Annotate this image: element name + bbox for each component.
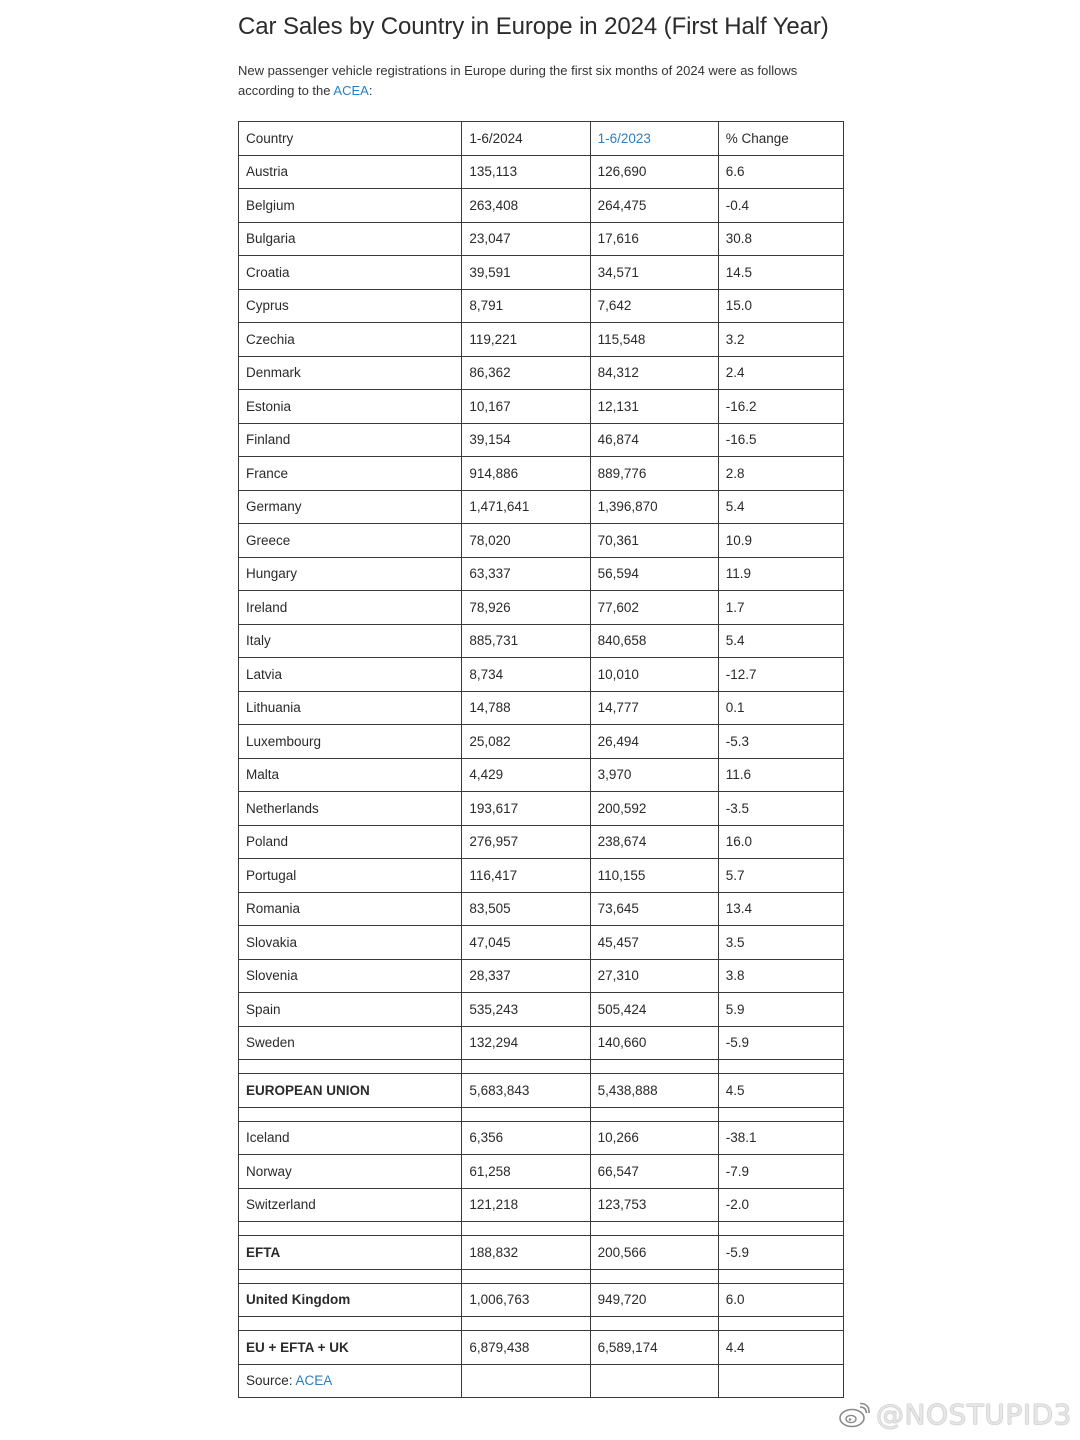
country-cell: Denmark xyxy=(239,356,462,390)
spacer-cell xyxy=(239,1060,462,1074)
country-cell: Ireland xyxy=(239,591,462,625)
value-2024-cell: 10,167 xyxy=(462,390,590,424)
spacer-row xyxy=(239,1317,844,1331)
change-cell: 11.9 xyxy=(718,557,843,591)
table-row xyxy=(239,1026,844,1060)
value-2023-cell: 840,658 xyxy=(590,624,718,658)
table-row xyxy=(239,624,844,658)
value-2024-cell: 1,006,763 xyxy=(462,1283,590,1317)
country-cell: Hungary xyxy=(239,557,462,591)
country-cell: Spain xyxy=(239,993,462,1027)
value-2023-cell: 5,438,888 xyxy=(590,1074,718,1108)
value-2023-cell: 6,589,174 xyxy=(590,1331,718,1365)
spacer-row xyxy=(239,1060,844,1074)
value-2024-cell: 14,788 xyxy=(462,691,590,725)
change-cell: 5.4 xyxy=(718,490,843,524)
value-2023-cell: 115,548 xyxy=(590,323,718,357)
table-row xyxy=(239,155,844,189)
change-cell: 3.2 xyxy=(718,323,843,357)
intro-paragraph xyxy=(238,61,844,101)
spacer-cell xyxy=(239,1222,462,1236)
change-cell: 3.8 xyxy=(718,959,843,993)
table-row xyxy=(239,859,844,893)
country-cell: EFTA xyxy=(239,1236,462,1270)
spacer-cell xyxy=(718,1222,843,1236)
change-cell: 14.5 xyxy=(718,256,843,290)
table-row xyxy=(239,423,844,457)
table-row xyxy=(239,1121,844,1155)
value-2023-cell: 27,310 xyxy=(590,959,718,993)
country-cell: Belgium xyxy=(239,189,462,223)
value-2023-cell: 1,396,870 xyxy=(590,490,718,524)
country-cell: Bulgaria xyxy=(239,222,462,256)
change-cell: 16.0 xyxy=(718,825,843,859)
spacer-cell xyxy=(239,1317,462,1331)
change-cell: -16.2 xyxy=(718,390,843,424)
value-2024-cell: 6,356 xyxy=(462,1121,590,1155)
value-2023-cell: 238,674 xyxy=(590,825,718,859)
value-2023-cell: 73,645 xyxy=(590,892,718,926)
value-2024-cell: 119,221 xyxy=(462,323,590,357)
value-2024-cell: 8,734 xyxy=(462,658,590,692)
change-cell: -3.5 xyxy=(718,792,843,826)
value-2024-cell: 6,879,438 xyxy=(462,1331,590,1365)
change-cell: -5.9 xyxy=(718,1026,843,1060)
value-2024-cell: 47,045 xyxy=(462,926,590,960)
country-cell: Slovakia xyxy=(239,926,462,960)
value-2024-cell: 39,154 xyxy=(462,423,590,457)
spacer-cell xyxy=(718,1317,843,1331)
spacer-cell xyxy=(462,1269,590,1283)
country-cell: Portugal xyxy=(239,859,462,893)
total-row xyxy=(239,1283,844,1317)
total-row xyxy=(239,1074,844,1108)
country-cell: Netherlands xyxy=(239,792,462,826)
country-cell: Estonia xyxy=(239,390,462,424)
table-row xyxy=(239,691,844,725)
value-2024-cell: 61,258 xyxy=(462,1155,590,1189)
change-cell: -5.3 xyxy=(718,725,843,759)
value-2023-cell: 7,642 xyxy=(590,289,718,323)
change-cell: -16.5 xyxy=(718,423,843,457)
value-2023-cell: 200,592 xyxy=(590,792,718,826)
change-cell: 5.7 xyxy=(718,859,843,893)
value-2023-cell: 26,494 xyxy=(590,725,718,759)
value-2023-cell: 505,424 xyxy=(590,993,718,1027)
country-cell: Croatia xyxy=(239,256,462,290)
country-cell: Romania xyxy=(239,892,462,926)
value-2024-cell: 121,218 xyxy=(462,1188,590,1222)
table-row xyxy=(239,289,844,323)
country-cell: France xyxy=(239,457,462,491)
spacer-cell xyxy=(462,1060,590,1074)
country-cell: Luxembourg xyxy=(239,725,462,759)
watermark-text: @NOSTUPID3 xyxy=(876,1398,1072,1431)
sales-table xyxy=(238,121,844,1398)
table-row xyxy=(239,490,844,524)
change-cell: 5.9 xyxy=(718,993,843,1027)
value-2024-cell: 39,591 xyxy=(462,256,590,290)
country-cell: Finland xyxy=(239,423,462,457)
page-title: Car Sales by Country in Europe in 2024 (First Half Year) xyxy=(238,13,829,40)
value-2023-cell: 14,777 xyxy=(590,691,718,725)
table-row xyxy=(239,725,844,759)
country-cell: Malta xyxy=(239,758,462,792)
change-cell: 6.6 xyxy=(718,155,843,189)
change-cell: 0.1 xyxy=(718,691,843,725)
spacer-row xyxy=(239,1107,844,1121)
value-2023-cell: 200,566 xyxy=(590,1236,718,1270)
value-2024-cell: 188,832 xyxy=(462,1236,590,1270)
spacer-cell xyxy=(590,1060,718,1074)
value-2023-cell: 123,753 xyxy=(590,1188,718,1222)
change-cell: 4.4 xyxy=(718,1331,843,1365)
spacer-cell xyxy=(718,1269,843,1283)
change-cell: -38.1 xyxy=(718,1121,843,1155)
value-2024-cell: 1,471,641 xyxy=(462,490,590,524)
change-cell: 4.5 xyxy=(718,1074,843,1108)
table-row xyxy=(239,825,844,859)
value-2023-cell: 10,010 xyxy=(590,658,718,692)
value-2023-cell: 46,874 xyxy=(590,423,718,457)
value-2024-cell: 193,617 xyxy=(462,792,590,826)
intro-text: New passenger vehicle registrations in Europe during the first six months of 2024 were as follows according to the xyxy=(238,63,798,98)
watermark xyxy=(838,1398,1072,1431)
country-cell: Czechia xyxy=(239,323,462,357)
article xyxy=(238,0,844,1398)
value-2024-cell: 116,417 xyxy=(462,859,590,893)
country-cell: Italy xyxy=(239,624,462,658)
value-2023-cell: 84,312 xyxy=(590,356,718,390)
change-cell: 5.4 xyxy=(718,624,843,658)
country-cell: Iceland xyxy=(239,1121,462,1155)
change-cell: -2.0 xyxy=(718,1188,843,1222)
total-row xyxy=(239,1331,844,1365)
table-row xyxy=(239,1155,844,1189)
spacer-cell xyxy=(590,1317,718,1331)
source-empty-cell xyxy=(462,1364,590,1398)
table-row xyxy=(239,524,844,558)
country-cell: Germany xyxy=(239,490,462,524)
change-cell: 11.6 xyxy=(718,758,843,792)
acea-link[interactable]: ACEA xyxy=(333,83,369,98)
source-empty-cell xyxy=(718,1364,843,1398)
country-cell: Sweden xyxy=(239,1026,462,1060)
total-row xyxy=(239,1236,844,1270)
weibo-logo-icon xyxy=(838,1402,870,1428)
value-2024-cell: 132,294 xyxy=(462,1026,590,1060)
table-row xyxy=(239,959,844,993)
table-row xyxy=(239,591,844,625)
spacer-cell xyxy=(590,1107,718,1121)
header-change: % Change xyxy=(718,122,843,156)
value-2024-cell: 535,243 xyxy=(462,993,590,1027)
country-cell: United Kingdom xyxy=(239,1283,462,1317)
spacer-cell xyxy=(462,1317,590,1331)
source-label: Source: xyxy=(246,1373,296,1389)
value-2023-cell: 12,131 xyxy=(590,390,718,424)
value-2023-cell: 56,594 xyxy=(590,557,718,591)
country-cell: Lithuania xyxy=(239,691,462,725)
value-2023-cell: 3,970 xyxy=(590,758,718,792)
value-2024-cell: 5,683,843 xyxy=(462,1074,590,1108)
country-cell: Slovenia xyxy=(239,959,462,993)
value-2023-cell: 140,660 xyxy=(590,1026,718,1060)
value-2024-cell: 63,337 xyxy=(462,557,590,591)
header-2023-link[interactable]: 1-6/2023 xyxy=(590,122,718,156)
value-2023-cell: 949,720 xyxy=(590,1283,718,1317)
value-2024-cell: 86,362 xyxy=(462,356,590,390)
value-2023-cell: 34,571 xyxy=(590,256,718,290)
value-2023-cell: 264,475 xyxy=(590,189,718,223)
table-row xyxy=(239,658,844,692)
spacer-cell xyxy=(462,1107,590,1121)
change-cell: 13.4 xyxy=(718,892,843,926)
country-cell: EU + EFTA + UK xyxy=(239,1331,462,1365)
value-2023-cell: 70,361 xyxy=(590,524,718,558)
table-row xyxy=(239,189,844,223)
value-2023-cell: 126,690 xyxy=(590,155,718,189)
country-cell: Latvia xyxy=(239,658,462,692)
country-cell: Austria xyxy=(239,155,462,189)
country-cell: Greece xyxy=(239,524,462,558)
header-2024: 1-6/2024 xyxy=(462,122,590,156)
value-2024-cell: 28,337 xyxy=(462,959,590,993)
source-acea-link[interactable]: ACEA xyxy=(295,1373,333,1389)
value-2024-cell: 78,926 xyxy=(462,591,590,625)
country-cell: Poland xyxy=(239,825,462,859)
table-row xyxy=(239,356,844,390)
value-2024-cell: 25,082 xyxy=(462,725,590,759)
header-country: Country xyxy=(239,122,462,156)
table-body xyxy=(239,155,844,1364)
value-2024-cell: 914,886 xyxy=(462,457,590,491)
value-2024-cell: 78,020 xyxy=(462,524,590,558)
table-row xyxy=(239,892,844,926)
change-cell: 6.0 xyxy=(718,1283,843,1317)
value-2023-cell: 10,266 xyxy=(590,1121,718,1155)
spacer-cell xyxy=(718,1060,843,1074)
change-cell: 3.5 xyxy=(718,926,843,960)
change-cell: -0.4 xyxy=(718,189,843,223)
spacer-cell xyxy=(462,1222,590,1236)
value-2024-cell: 23,047 xyxy=(462,222,590,256)
spacer-cell xyxy=(590,1222,718,1236)
value-2023-cell: 110,155 xyxy=(590,859,718,893)
value-2023-cell: 77,602 xyxy=(590,591,718,625)
country-cell: Norway xyxy=(239,1155,462,1189)
country-cell: Switzerland xyxy=(239,1188,462,1222)
change-cell: 10.9 xyxy=(718,524,843,558)
change-cell: -12.7 xyxy=(718,658,843,692)
table-row xyxy=(239,993,844,1027)
country-cell: EUROPEAN UNION xyxy=(239,1074,462,1108)
table-row xyxy=(239,390,844,424)
change-cell: 30.8 xyxy=(718,222,843,256)
table-row xyxy=(239,926,844,960)
table-row xyxy=(239,792,844,826)
spacer-cell xyxy=(239,1269,462,1283)
table-header-row xyxy=(239,122,844,156)
spacer-row xyxy=(239,1222,844,1236)
spacer-cell xyxy=(239,1107,462,1121)
value-2024-cell: 885,731 xyxy=(462,624,590,658)
source-cell xyxy=(239,1364,462,1398)
change-cell: 15.0 xyxy=(718,289,843,323)
table-row xyxy=(239,256,844,290)
change-cell: 1.7 xyxy=(718,591,843,625)
country-cell: Cyprus xyxy=(239,289,462,323)
table-row xyxy=(239,758,844,792)
intro-colon: : xyxy=(368,83,373,98)
value-2024-cell: 135,113 xyxy=(462,155,590,189)
spacer-row xyxy=(239,1269,844,1283)
spacer-cell xyxy=(590,1269,718,1283)
value-2024-cell: 263,408 xyxy=(462,189,590,223)
spacer-cell xyxy=(718,1107,843,1121)
value-2023-cell: 45,457 xyxy=(590,926,718,960)
value-2024-cell: 83,505 xyxy=(462,892,590,926)
table-row xyxy=(239,1188,844,1222)
table-row xyxy=(239,457,844,491)
change-cell: -5.9 xyxy=(718,1236,843,1270)
change-cell: 2.4 xyxy=(718,356,843,390)
value-2023-cell: 66,547 xyxy=(590,1155,718,1189)
value-2024-cell: 276,957 xyxy=(462,825,590,859)
value-2023-cell: 17,616 xyxy=(590,222,718,256)
change-cell: -7.9 xyxy=(718,1155,843,1189)
source-empty-cell xyxy=(590,1364,718,1398)
change-cell: 2.8 xyxy=(718,457,843,491)
value-2024-cell: 8,791 xyxy=(462,289,590,323)
value-2024-cell: 4,429 xyxy=(462,758,590,792)
table-row xyxy=(239,557,844,591)
table-row xyxy=(239,222,844,256)
source-row xyxy=(239,1364,844,1398)
value-2023-cell: 889,776 xyxy=(590,457,718,491)
table-row xyxy=(239,323,844,357)
